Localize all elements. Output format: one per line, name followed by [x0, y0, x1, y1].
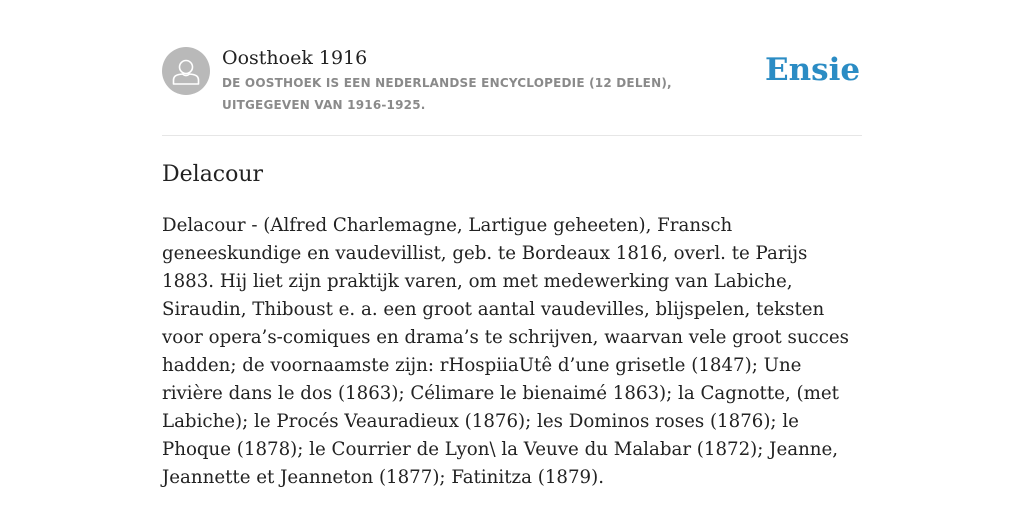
user-icon: [162, 47, 210, 95]
source-header: [162, 46, 862, 136]
source-description: DE OOSTHOEK IS EEN NEDERLANDSE ENCYCLOPEDIE (12 DELEN), UITGEGEVEN VAN 1916-1925.: [222, 76, 672, 112]
entry-body: Delacour - (Alfred Charlemagne, Lartigue geheeten), Fransch geneeskundige en vaudevillist, geb. te Bordeaux 1816, overl. te Parijs 1883. Hij liet zijn praktijk varen, om met medewerking van Labiche, Siraudin, Thiboust e. a. een groot aantal vaudevilles, blijspelen, teksten voor opera’s-comiques en drama’s te schrijven, waarvan vele groot succes hadden; de voornaamste zijn: rHospiiaUtê d’une grisetle (1847); Une rivière dans le dos (1863); Célimare le bienaimé 1863); la Cagnotte, (met Labiche); le Procés Veauradieux (1876); les Dominos roses (1876); le Phoque (1878); le Courrier de Lyon\ la Veuve du Malabar (1872); Jeanne, Jeannette et Jeanneton (1877); Fatinitza (1879).: [162, 215, 850, 488]
source-avatar[interactable]: [162, 47, 210, 95]
ensie-logo[interactable]: Ensie: [765, 52, 861, 88]
entry-title: Delacour: [162, 162, 264, 187]
source-title[interactable]: Oosthoek 1916: [222, 47, 368, 69]
